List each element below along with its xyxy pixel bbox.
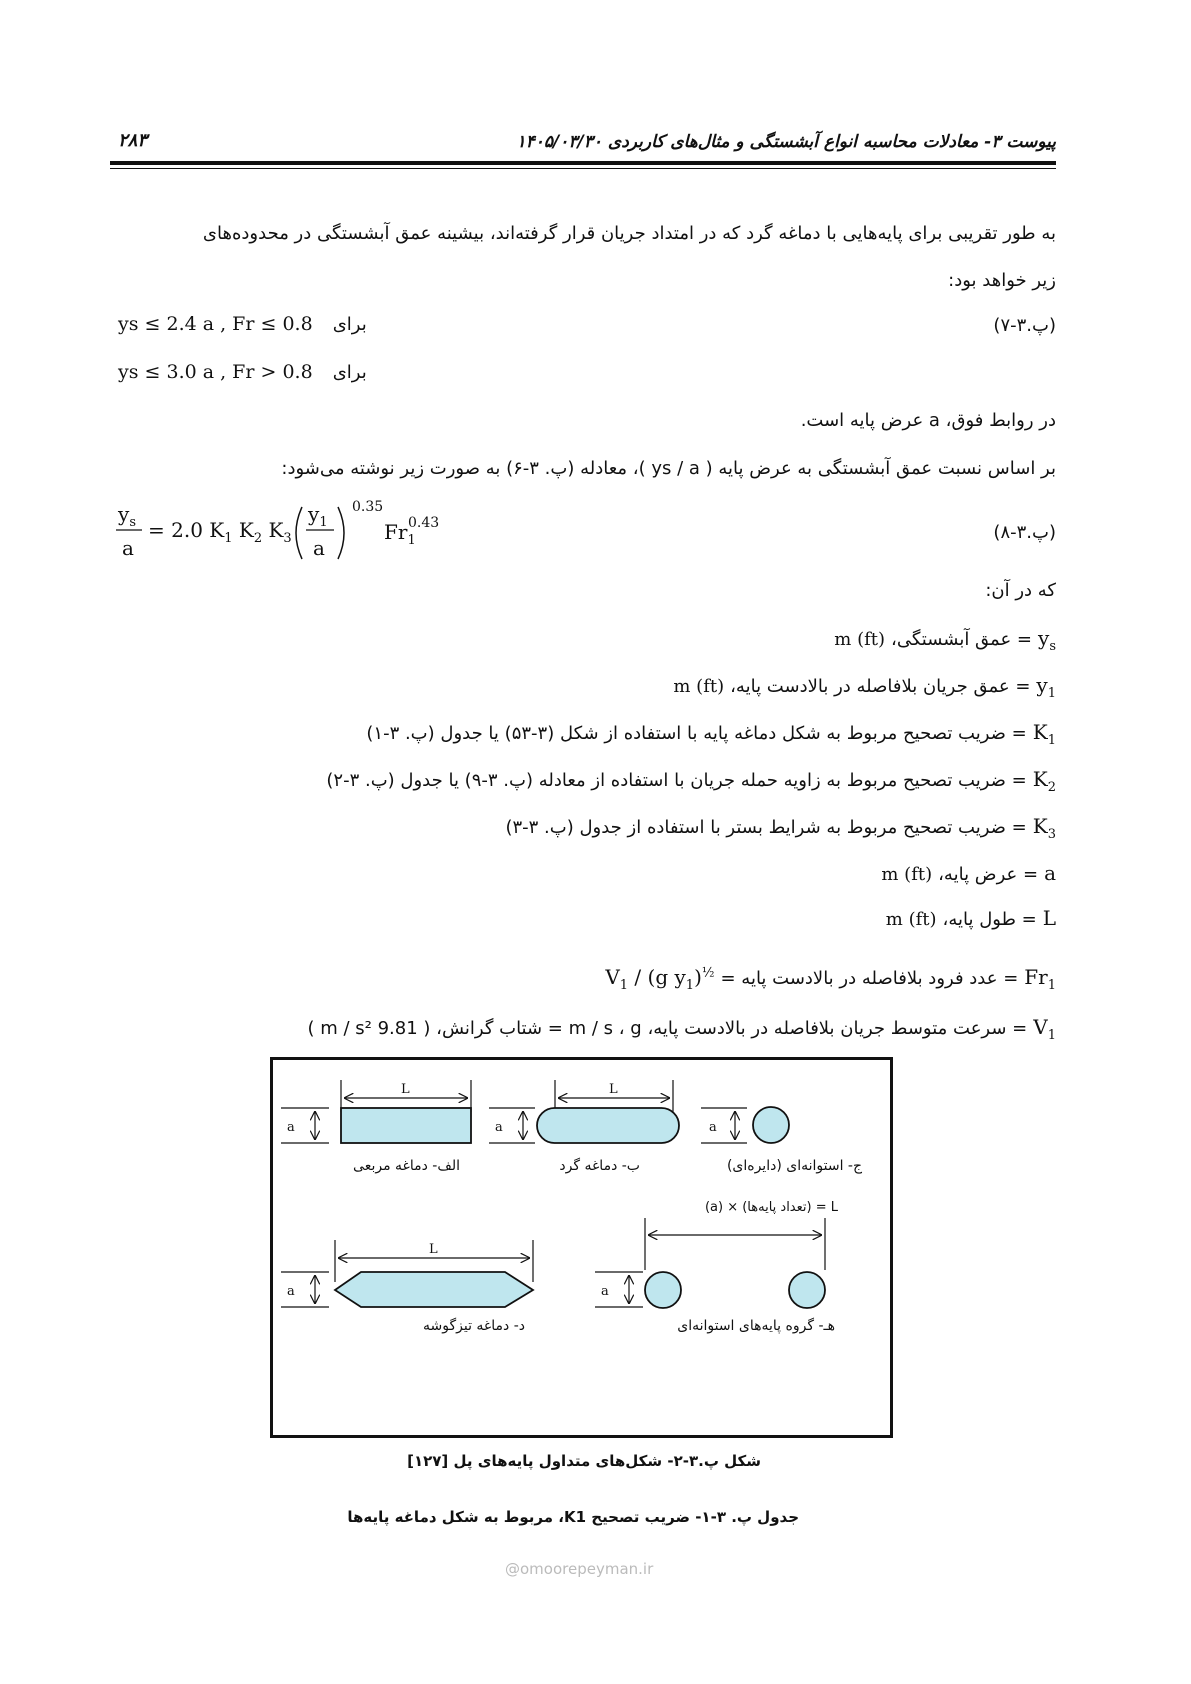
- equation-8-formula: [112, 497, 452, 565]
- definition-ys: [834, 626, 1056, 654]
- eq7-row2-word: برای: [332, 362, 367, 383]
- definition-a: [881, 861, 1056, 885]
- svg-text:0.35: 0.35: [352, 499, 384, 515]
- svg-text:a: a: [287, 1284, 295, 1299]
- def-symbol: $K_3$: [1032, 814, 1056, 842]
- svg-text:a: a: [601, 1284, 609, 1299]
- def-text: = عمق جریان بلافاصله در بالادست پایه،: [730, 676, 1031, 697]
- svg-text:0.43: 0.43: [408, 515, 440, 531]
- svg-text:= 2.0 K1 K2 K3: = 2.0 $K_1$ $K_2$ $K_3$: [148, 518, 292, 546]
- ratio-line: بر اساس نسبت عمق آبشستگی به عرض پایه ( ys / a )، معادله (پ. ۳-۶) به صورت زیر نوشته می‌شود:: [281, 458, 1056, 479]
- def-symbol: $y_s$: [1038, 626, 1056, 654]
- def-symbol: $V_1$: [1033, 1015, 1056, 1043]
- table-caption: جدول پ. ۳-۱- ضریب تصحیح K1، مربوط به شکل دماغه پایه‌ها: [347, 1508, 799, 1526]
- intro-line-1: به طور تقریبی برای پایه‌هایی با دماغه گرد که در امتداد جریان قرار گرفته‌اند، بیشینه عمق آبشستگی در محدوده‌های: [202, 223, 1056, 244]
- fr-formula: $V_1 / (g$ $y_1)^{\frac{1}{2}}$: [605, 965, 715, 993]
- intro-line-2: زیر خواهد بود:: [948, 270, 1056, 291]
- label-sharp-nose: د- دماغه تیزگوشه: [423, 1318, 525, 1334]
- label-cylinder-group: هـ- گروه پایه‌های استوانه‌ای: [677, 1318, 835, 1334]
- def-symbol: $K_2$: [1032, 767, 1056, 795]
- label-group-formula: L = (تعداد پایه‌ها) × (a): [704, 1200, 838, 1215]
- round-nose-pier: [489, 1080, 679, 1143]
- svg-text:a: a: [313, 536, 325, 560]
- definition-y1: [673, 673, 1056, 701]
- running-header-title: پیوست ۳- معادلات محاسبه انواع آبشستگی و مثال‌های کاربردی ۱۴۰۵/۰۳/۳۰: [516, 132, 1056, 152]
- definition-L: [886, 906, 1056, 930]
- label-square-nose: الف- دماغه مربعی: [353, 1158, 460, 1174]
- def-symbol: $K_1$: [1032, 720, 1056, 748]
- pier-shapes-figure: [270, 1057, 893, 1438]
- equation-7-row-2: [118, 361, 367, 383]
- def-text: = عدد فرود بلافاصله در بالادست پایه =: [720, 968, 1019, 989]
- def-symbol: $Fr_1$: [1024, 965, 1056, 993]
- header-rule-thick: [110, 161, 1056, 165]
- svg-text:L: L: [401, 1082, 410, 1097]
- def-unit: m (ft): [885, 909, 937, 930]
- definition-k2: [326, 767, 1056, 795]
- definition-k3: [505, 814, 1056, 842]
- def-text: = ضریب تصحیح مربوط به شرایط بستر با استفاده از جدول (پ. ۳-۳): [505, 817, 1027, 838]
- eq7-row1-math: ys ≤ 2.4 a , Fr ≤ 0.8: [118, 313, 313, 335]
- def-unit: m (ft): [881, 864, 933, 885]
- svg-text:L: L: [429, 1242, 438, 1257]
- def-text: = طول پایه،: [942, 909, 1037, 930]
- def-text: = ضریب تصحیح مربوط به زاویه حمله جریان با استفاده از معادله (پ. ۳-۹) یا جدول (پ. ۳-۲): [326, 770, 1027, 791]
- where-label: که در آن:: [985, 580, 1056, 601]
- equation-7-number: (پ.۳-۷): [993, 315, 1056, 336]
- def-text: = ضریب تصحیح مربوط به شکل دماغه پایه با استفاده از شکل (۳-۵۳) یا جدول (پ. ۳-۱): [366, 723, 1027, 744]
- svg-text:L: L: [609, 1082, 618, 1097]
- def-text: = عمق آبشستگی،: [891, 629, 1033, 650]
- watermark-text: @omoorepeyman.ir: [505, 1560, 654, 1578]
- svg-text:a: a: [122, 536, 134, 560]
- definition-v1: [307, 1015, 1056, 1043]
- def-text: = سرعت متوسط جریان بلافاصله در بالادست پایه، m / s ، g = شتاب گرانش، ( 9.81 m / s² ): [307, 1018, 1028, 1039]
- svg-text:a: a: [495, 1120, 503, 1135]
- eq7-row2-math: ys ≤ 3.0 a , Fr > 0.8: [118, 361, 313, 383]
- def-text: = عرض پایه،: [938, 864, 1039, 885]
- def-symbol: $y_1$: [1036, 673, 1056, 701]
- def-unit: m (ft): [673, 676, 725, 697]
- square-nose-pier: [281, 1080, 471, 1143]
- def-symbol: a: [1044, 861, 1056, 885]
- equation-7-row-1: [118, 313, 367, 335]
- label-circular: ج- استوانه‌ای (دایره‌ای): [726, 1158, 862, 1174]
- pier-shapes-drawing: [273, 1060, 890, 1435]
- equation-8-number: (پ.۳-۸): [993, 522, 1056, 543]
- def-unit: m (ft): [834, 629, 886, 650]
- svg-text:a: a: [709, 1120, 717, 1135]
- svg-text:Fr1: $Fr_1$: [384, 520, 416, 548]
- svg-text:y1: $y_1$: [308, 502, 328, 530]
- circular-pier: [701, 1107, 789, 1143]
- cylinder-group-piers: [595, 1218, 825, 1308]
- svg-text:ys: $y_s$: [118, 502, 136, 530]
- figure-caption: شکل پ.۳-۲- شکل‌های متداول پایه‌های پل [۱۲۷]: [407, 1452, 761, 1470]
- svg-text:a: a: [287, 1120, 295, 1135]
- definition-k1: [366, 720, 1056, 748]
- note-a: در روابط فوق، a عرض پایه است.: [800, 410, 1056, 431]
- header-rule-thin: [110, 168, 1056, 169]
- eq7-row1-word: برای: [332, 314, 367, 335]
- page-number: ۲۸۳: [118, 130, 148, 151]
- label-round-nose: ب- دماغه گرد: [559, 1158, 640, 1174]
- definition-fr1: [605, 965, 1056, 993]
- sharp-nose-pier: [281, 1240, 533, 1307]
- def-symbol: L: [1042, 906, 1056, 930]
